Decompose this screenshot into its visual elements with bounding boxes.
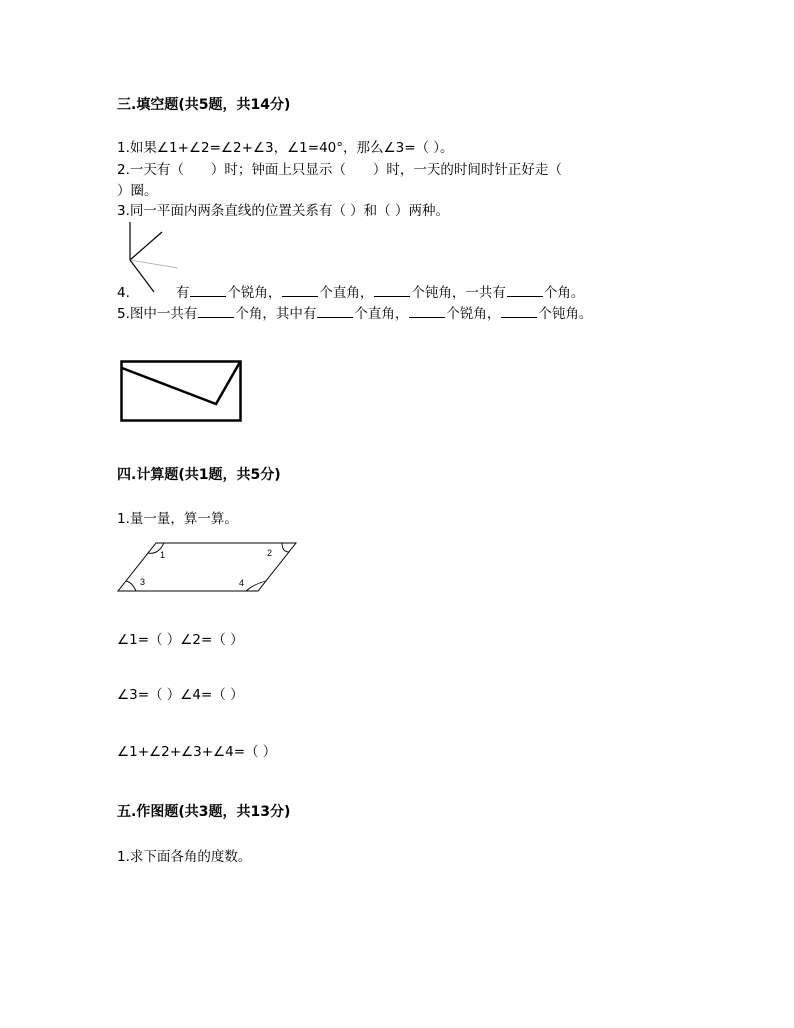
question-3: 3.同一平面内两条直线的位置关系有（ ）和（ ）两种。 [117, 203, 449, 219]
angle-label-4: 4 [239, 578, 245, 588]
q5-text-5: 个钝角。 [538, 306, 593, 322]
q4-blank-4[interactable] [507, 284, 543, 297]
section4-title: 四.计算题(共1题，共5分) [117, 467, 281, 483]
q4-blank-1[interactable] [190, 284, 226, 297]
q5-blank-1[interactable] [198, 305, 234, 318]
calc-question-1: 1.量一量，算一算。 [117, 511, 238, 527]
question-4 [117, 281, 584, 301]
angle-sum-line: ∠1+∠2+∠3+∠4=（ ） [117, 744, 277, 760]
question-1: 1.如果∠1+∠2=∠2+∠3，∠1=40°，那么∠3=（ ）。 [117, 140, 454, 156]
q4-text-5: 个角。 [543, 285, 585, 301]
q4-blank-3[interactable] [374, 284, 410, 297]
q5-text-1: 5.图中一共有 [117, 306, 198, 322]
section3-title: 三.填空题(共5题，共14分) [117, 97, 291, 113]
question-2-line1: 2.一天有（ ）时；钟面上只显示（ ）时，一天的时间时针正好走（ [117, 162, 562, 178]
q4-text-3: 个直角， [319, 285, 374, 301]
q4-blank-2[interactable] [282, 284, 318, 297]
q5-text-3: 个直角， [354, 306, 409, 322]
drawing-question-1: 1.求下面各角的度数。 [117, 849, 252, 865]
q5-text-4: 个锐角， [446, 306, 501, 322]
angle-label-1: 1 [160, 550, 166, 560]
section5-title: 五.作图题(共3题，共13分) [117, 804, 291, 820]
angle-label-3: 3 [140, 577, 146, 587]
q5-blank-4[interactable] [501, 305, 537, 318]
q5-rectangle-figure [120, 360, 242, 422]
angle-1-2-line: ∠1=（ ）∠2=（ ） [117, 632, 244, 648]
q5-text-2: 个角，其中有 [235, 306, 317, 322]
parallelogram-figure [116, 540, 300, 594]
angle-label-2: 2 [267, 548, 273, 558]
question-2-line2: ）圈。 [117, 183, 158, 199]
q4-text-4: 个钝角，一共有 [411, 285, 506, 301]
question-5 [117, 302, 592, 322]
q5-blank-3[interactable] [409, 305, 445, 318]
angle-3-4-line: ∠3=（ ）∠4=（ ） [117, 687, 244, 703]
q4-text-2: 个锐角， [227, 285, 282, 301]
q4-number: 4. [117, 285, 130, 301]
q5-blank-2[interactable] [317, 305, 353, 318]
q4-text-1: 有 [175, 285, 190, 301]
